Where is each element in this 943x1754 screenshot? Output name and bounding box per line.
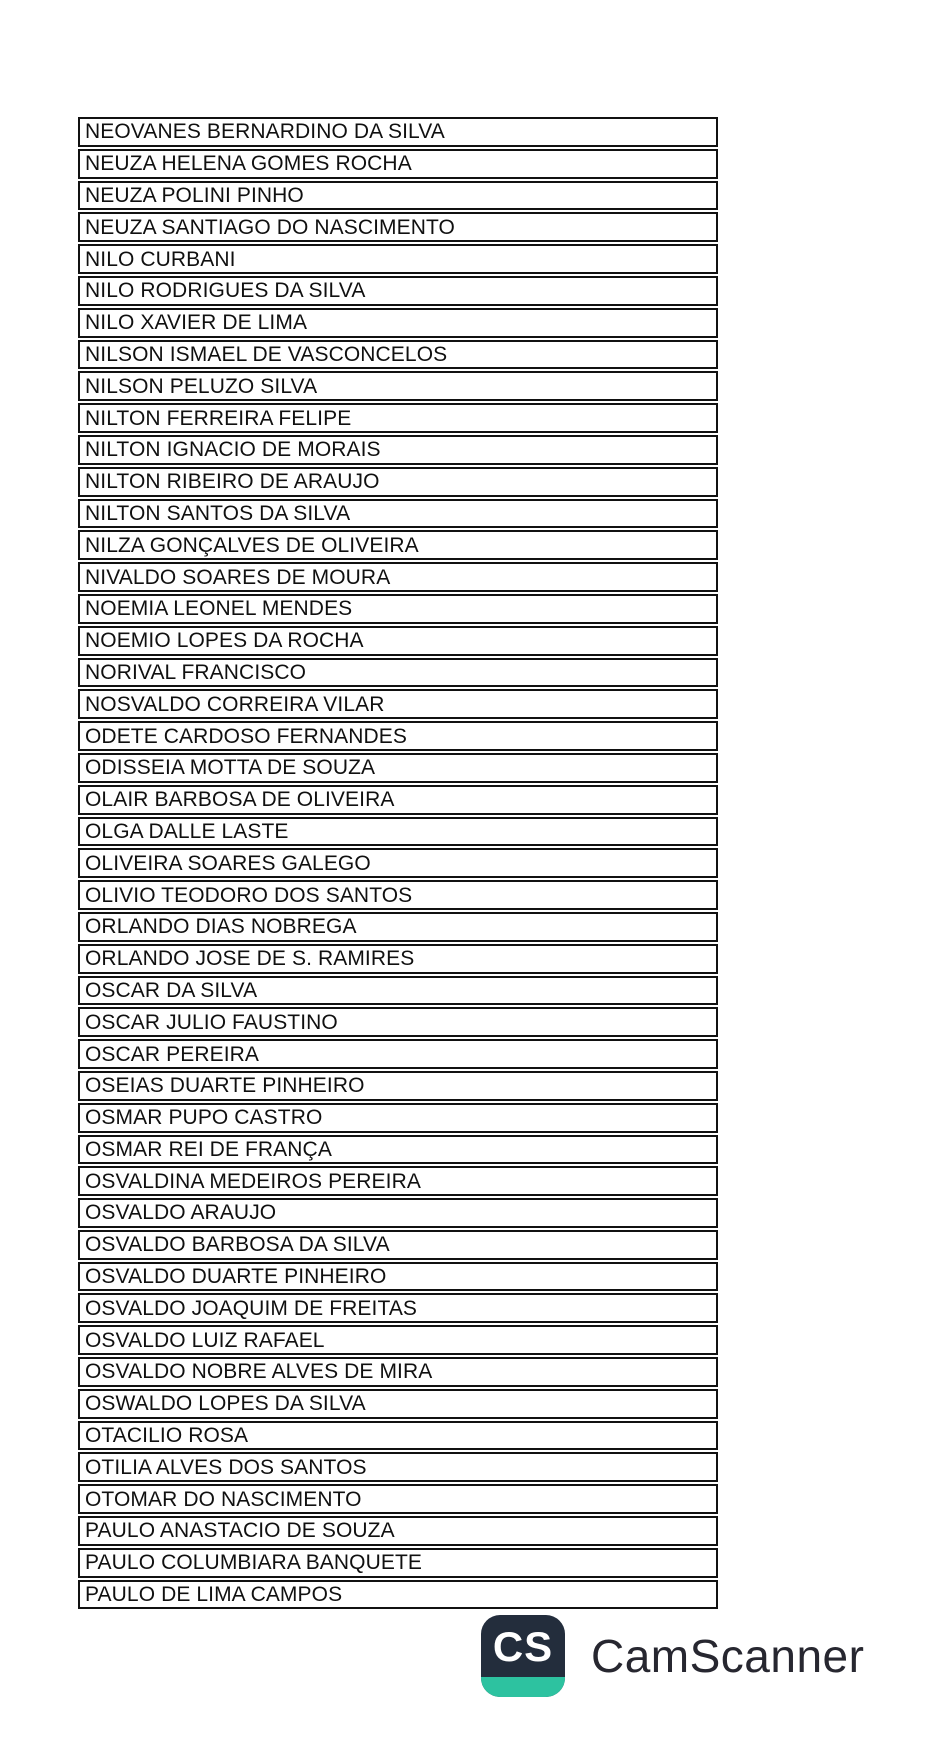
person-name: OSWALDO LOPES DA SILVA <box>85 1392 366 1416</box>
table-row <box>78 1039 718 1069</box>
table-row <box>78 244 718 274</box>
logo-monogram: CS <box>492 1623 554 1670</box>
table-row <box>78 435 718 465</box>
table-row <box>78 403 718 433</box>
table-row <box>78 181 718 211</box>
table-row <box>78 530 718 560</box>
person-name: NEOVANES BERNARDINO DA SILVA <box>85 120 445 144</box>
table-row <box>78 1389 718 1419</box>
table-row <box>78 944 718 974</box>
person-name: NILZA GONÇALVES DE OLIVEIRA <box>85 533 419 557</box>
person-name: OSVALDO ARAUJO <box>85 1201 277 1225</box>
person-name: ODETE CARDOSO FERNANDES <box>85 724 408 748</box>
brand-text: CamScanner <box>591 1630 865 1682</box>
person-name: NILTON FERREIRA FELIPE <box>85 406 352 430</box>
person-name: NILO XAVIER DE LIMA <box>85 311 308 335</box>
table-row <box>78 1357 718 1387</box>
person-name: OLGA DALLE LASTE <box>85 819 289 843</box>
person-name: OTOMAR DO NASCIMENTO <box>85 1487 362 1511</box>
table-row <box>78 912 718 942</box>
person-name: NIVALDO SOARES DE MOURA <box>85 565 391 589</box>
logo-teal-strip <box>481 1677 565 1697</box>
person-name: OSEIAS DUARTE PINHEIRO <box>85 1074 365 1098</box>
person-name: ORLANDO DIAS NOBREGA <box>85 915 357 939</box>
table-row <box>78 149 718 179</box>
table-row <box>78 1071 718 1101</box>
person-name: NILSON ISMAEL DE VASCONCELOS <box>85 342 448 366</box>
person-name: OTILIA ALVES DOS SANTOS <box>85 1455 367 1479</box>
table-row <box>78 721 718 751</box>
table-row <box>78 1198 718 1228</box>
table-row <box>78 689 718 719</box>
person-name: NOEMIA LEONEL MENDES <box>85 597 353 621</box>
person-name: OLIVEIRA SOARES GALEGO <box>85 851 371 875</box>
table-row <box>78 817 718 847</box>
table-row <box>78 1166 718 1196</box>
table-row <box>78 1325 718 1355</box>
table-row <box>78 880 718 910</box>
table-row <box>78 1452 718 1482</box>
table-row <box>78 340 718 370</box>
table-row <box>78 626 718 656</box>
person-name: ORLANDO JOSE DE S. RAMIRES <box>85 947 415 971</box>
table-row <box>78 1135 718 1165</box>
names-table <box>78 117 718 1609</box>
person-name: PAULO COLUMBIARA BANQUETE <box>85 1551 423 1575</box>
table-row <box>78 1293 718 1323</box>
table-row <box>78 753 718 783</box>
table-row <box>78 212 718 242</box>
person-name: OSCAR PEREIRA <box>85 1042 260 1066</box>
person-name: NEUZA HELENA GOMES ROCHA <box>85 152 412 176</box>
table-row <box>78 785 718 815</box>
table-row <box>78 1230 718 1260</box>
camscanner-logo-icon <box>481 1615 565 1697</box>
person-name: OSCAR DA SILVA <box>85 978 258 1002</box>
person-name: NEUZA SANTIAGO DO NASCIMENTO <box>85 215 455 239</box>
person-name: OSVALDO NOBRE ALVES DE MIRA <box>85 1360 433 1384</box>
person-name: OSVALDINA MEDEIROS PEREIRA <box>85 1169 421 1193</box>
person-name: NILO RODRIGUES DA SILVA <box>85 279 366 303</box>
table-row <box>78 1262 718 1292</box>
table-row <box>78 371 718 401</box>
person-name: NILTON RIBEIRO DE ARAUJO <box>85 470 380 494</box>
table-row <box>78 848 718 878</box>
person-name: OSVALDO DUARTE PINHEIRO <box>85 1265 387 1289</box>
table-row <box>78 276 718 306</box>
person-name: OLAIR BARBOSA DE OLIVEIRA <box>85 788 395 812</box>
person-name: OTACILIO ROSA <box>85 1424 249 1448</box>
person-name: NILTON IGNACIO DE MORAIS <box>85 438 381 462</box>
table-row <box>78 1103 718 1133</box>
person-name: NORIVAL FRANCISCO <box>85 660 307 684</box>
person-name: OLIVIO TEODORO DOS SANTOS <box>85 883 413 907</box>
table-row <box>78 1548 718 1578</box>
table-row <box>78 499 718 529</box>
person-name: OSMAR REI DE FRANÇA <box>85 1137 332 1161</box>
table-row <box>78 117 718 147</box>
table-row <box>78 1007 718 1037</box>
person-name: OSVALDO BARBOSA DA SILVA <box>85 1233 390 1257</box>
table-row <box>78 467 718 497</box>
table-row <box>78 308 718 338</box>
person-name: OSMAR PUPO CASTRO <box>85 1106 323 1130</box>
table-row <box>78 658 718 688</box>
table-row <box>78 1580 718 1610</box>
table-row <box>78 1484 718 1514</box>
person-name: OSCAR JULIO FAUSTINO <box>85 1010 338 1034</box>
table-row <box>78 1516 718 1546</box>
table-row <box>78 594 718 624</box>
person-name: NILTON SANTOS DA SILVA <box>85 501 351 525</box>
person-name: PAULO DE LIMA CAMPOS <box>85 1583 343 1607</box>
person-name: OSVALDO LUIZ RAFAEL <box>85 1328 325 1352</box>
table-row <box>78 1421 718 1451</box>
table-row <box>78 976 718 1006</box>
person-name: NEUZA POLINI PINHO <box>85 183 304 207</box>
person-name: NOSVALDO CORREIRA VILAR <box>85 692 385 716</box>
camscanner-watermark <box>481 1615 864 1697</box>
person-name: OSVALDO JOAQUIM DE FREITAS <box>85 1296 418 1320</box>
person-name: NOEMIO LOPES DA ROCHA <box>85 629 364 653</box>
person-name: NILO CURBANI <box>85 247 236 271</box>
person-name: PAULO ANASTACIO DE SOUZA <box>85 1519 395 1543</box>
table-row <box>78 562 718 592</box>
person-name: ODISSEIA MOTTA DE SOUZA <box>85 756 376 780</box>
person-name: NILSON PELUZO SILVA <box>85 374 318 398</box>
